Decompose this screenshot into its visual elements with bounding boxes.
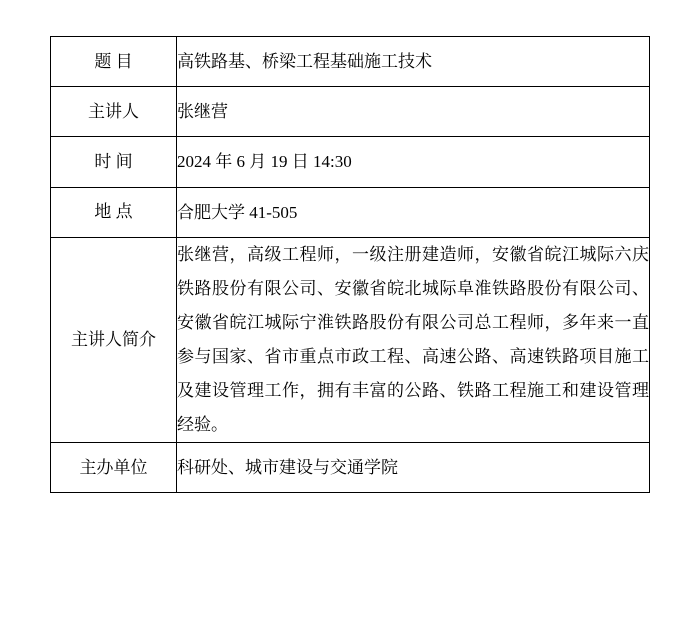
table-row xyxy=(51,87,650,137)
table-row xyxy=(51,137,650,187)
table-row xyxy=(51,37,650,87)
row-value-time: 2024 年 6 月 19 日 14:30 xyxy=(177,137,650,187)
row-value-title: 高铁路基、桥梁工程基础施工技术 xyxy=(177,37,650,87)
table-row xyxy=(51,442,650,492)
table-row xyxy=(51,187,650,237)
row-label-time: 时 间 xyxy=(51,137,177,187)
row-value-bio: 张继营，高级工程师，一级注册建造师，安徽省皖江城际六庆铁路股份有限公司、安徽省皖北城际阜淮铁路股份有限公司、安徽省皖江城际宁淮铁路股份有限公司总工程师，多年来一直参与国家、省市重点市政工程、高速公路、高速铁路项目施工及建设管理工作，拥有丰富的公路、铁路工程施工和建设管理经验。 xyxy=(177,237,650,442)
row-label-title: 题 目 xyxy=(51,37,177,87)
table-row xyxy=(51,237,650,442)
row-label-organizer: 主办单位 xyxy=(51,442,177,492)
row-value-speaker: 张继营 xyxy=(177,87,650,137)
row-label-place: 地 点 xyxy=(51,187,177,237)
row-label-speaker: 主讲人 xyxy=(51,87,177,137)
lecture-info-table xyxy=(50,36,650,493)
row-label-bio: 主讲人简介 xyxy=(51,237,177,442)
row-value-place: 合肥大学 41-505 xyxy=(177,187,650,237)
table-body xyxy=(51,37,650,493)
row-value-organizer: 科研处、城市建设与交通学院 xyxy=(177,442,650,492)
